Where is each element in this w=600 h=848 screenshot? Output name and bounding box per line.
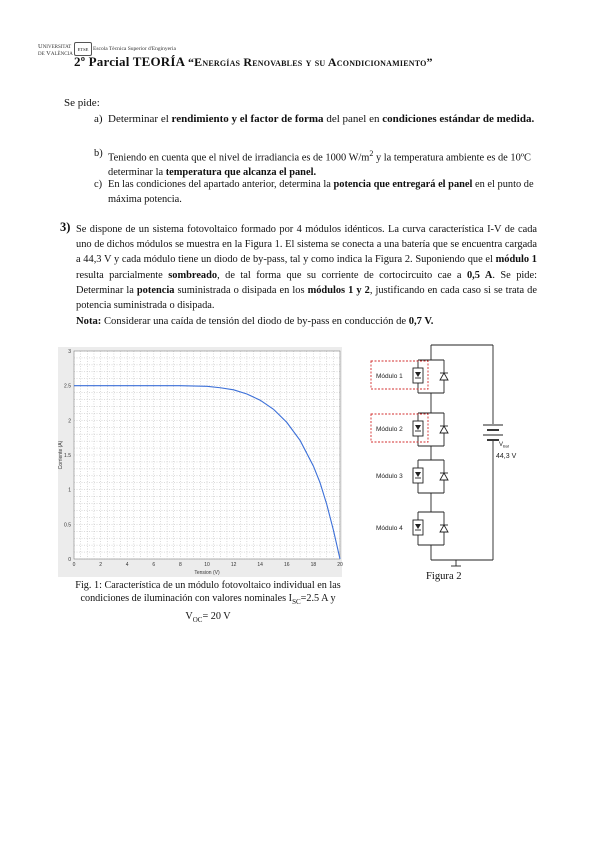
intro-text: Se pide: <box>64 97 100 109</box>
module-label: Módulo 4 <box>376 525 403 532</box>
y-tick-label: 1 <box>68 487 71 494</box>
question-number: 3) <box>60 220 71 234</box>
bypass-diode-icon <box>440 473 448 480</box>
y-tick-label: 0.5 <box>64 522 71 529</box>
module-label: Módulo 2 <box>376 426 403 433</box>
bypass-diode-icon <box>440 373 448 380</box>
bypass-diode-icon <box>440 525 448 532</box>
y-tick-label: 2.5 <box>64 383 71 390</box>
university-logo <box>38 43 73 57</box>
y-tick-label: 3 <box>68 349 71 355</box>
school-name: Escola Tècnica Superior d'Enginyeria <box>93 46 176 52</box>
list-item-b: b) Teniendo en cuenta que el nivel de irradiancia es de 1000 $W/m^2$ y la temperatura ambiente es de 10ºC determinar la temperatura que alcanza el panel. <box>94 148 531 179</box>
x-tick-label: 16 <box>284 562 290 568</box>
x-tick-label: 8 <box>179 562 182 568</box>
question-3-text: Se dispone de un sistema fotovoltaico formado por 4 módulos idénticos. La curva característica I-V de cada uno de dichos módulos se muestra en la Figura 1. El sistema se conecta a una batería que se encuentra cargada a 44,3 V y cada módulo tiene un diodo de by-pass, tal y como indica la Figura 2. Suponiendo que el módulo 1 resulta parcialmente sombreado, de tal forma que su corriente de cortocircuito cae a 0,5 A. Se pide: Determinar la potencia suministrada o disipada en los módulos 1 y 2, justificando en cada caso si se trata de potencia suministrada o disipada. <box>76 224 537 312</box>
y-tick-label: 2 <box>68 418 71 425</box>
circuit-diagram <box>368 340 517 570</box>
x-tick-label: 4 <box>125 562 129 568</box>
x-tick-label: 2 <box>99 562 102 568</box>
iv-chart-background <box>58 347 342 577</box>
x-axis-label: Tension (V) <box>194 570 220 576</box>
page-title <box>74 54 433 70</box>
battery-label: $V_{Bat}$ <box>499 442 510 449</box>
iv-chart <box>58 347 342 577</box>
module-3 <box>376 460 448 512</box>
module-label: Módulo 1 <box>376 373 403 380</box>
x-tick-label: 10 <box>204 562 210 568</box>
module-2 <box>371 413 448 460</box>
school-mark-icon: ETSE <box>74 42 92 56</box>
module-label: Módulo 3 <box>376 473 403 480</box>
figure-2-caption: Figura 2 <box>426 571 462 582</box>
y-axis-label: Corriente (A) <box>58 440 64 470</box>
battery-voltage: 44,3 V <box>496 453 517 460</box>
university-name-line1: Universitat <box>38 43 72 50</box>
x-tick-label: 18 <box>310 562 317 568</box>
x-tick-label: 20 <box>337 562 343 568</box>
list-item-a: a) Determinar el rendimiento y el factor de forma del panel en condiciones estándar de medida. <box>94 113 535 125</box>
y-tick-label: 1.5 <box>64 453 71 459</box>
x-tick-label: 0 <box>72 562 76 568</box>
title-prefix: 2º Parcial TEORÍA <box>74 54 185 69</box>
x-tick-label: 6 <box>152 562 156 568</box>
module-1 <box>371 360 448 413</box>
x-tick-label: 12 <box>230 562 237 568</box>
list-item-c: c) En las condiciones del apartado anterior, determina la potencia que entregará el panel en el punto de máxima potencia. <box>94 179 534 205</box>
note: Nota: Considerar una caída de tensión del diodo de by-pass en conducción de 0,7 V. <box>76 316 434 327</box>
x-tick-label: 14 <box>257 562 263 568</box>
title-subject: “Energías Renovables y su Acondicionamiento” <box>187 55 433 69</box>
bypass-diode-icon <box>440 426 448 433</box>
figure-1-caption: Fig. 1: Característica de un módulo fotovoltaico individual en las condiciones de iluminación con valores nominales $I_{SC}=2.5$ A y $V_{OC}= 20$ V <box>75 580 341 624</box>
y-tick-label: 0 <box>68 557 71 563</box>
module-4 <box>376 512 448 545</box>
module-stack <box>371 360 448 545</box>
university-name-line2: de València <box>38 50 73 57</box>
